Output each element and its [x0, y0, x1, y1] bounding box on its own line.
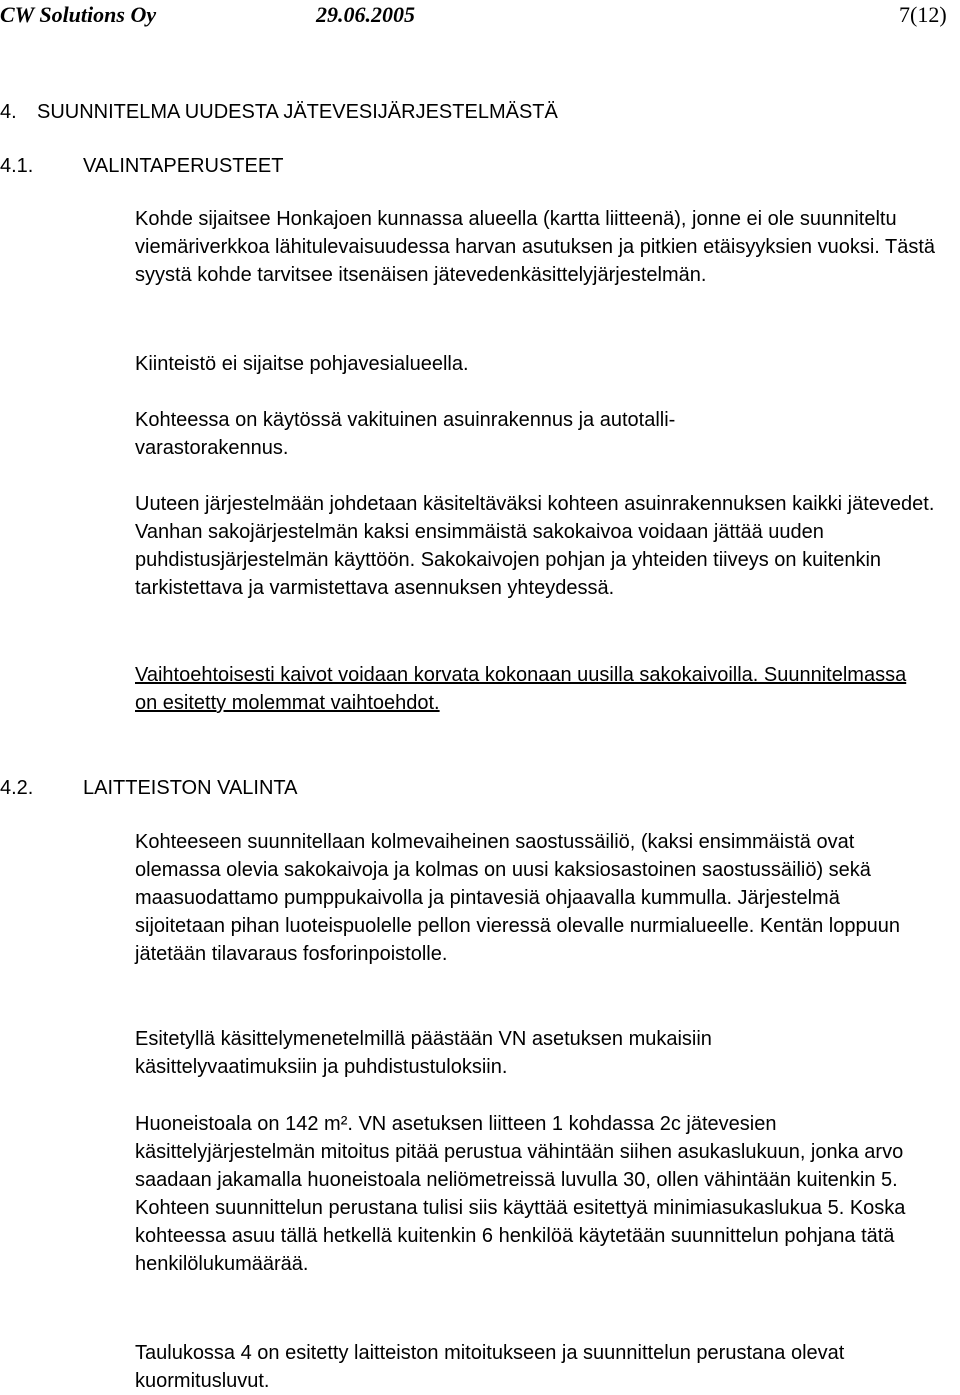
section-title: LAITTEISTON VALINTA	[83, 777, 298, 799]
section-number: 4.	[0, 101, 17, 123]
paragraph: Taulukossa 4 on esitetty laitteiston mitoitukseen ja suunnittelun perustana olevat kuormitusluvut.	[135, 1342, 845, 1392]
document-date: 29.06.2005	[316, 2, 415, 27]
paragraph: Kiinteistö ei sijaitse pohjavesialueella.	[135, 353, 469, 375]
page-header	[0, 2, 960, 28]
company-name: CW Solutions Oy	[0, 2, 157, 27]
paragraph: Kohde sijaitsee Honkajoen kunnassa alueella (kartta liitteenä), jonne ei ole suunniteltu viemäriverkkoa lähitulevaisuudessa harvan asutuksen ja pitkien etäisyyksien vuoksi. Tästä syystä kohde tarvitsee itsenäisen jätevedenkäsittelyjärjestelmän.	[135, 208, 936, 286]
paragraph: Uuteen järjestelmään johdetaan käsiteltäväksi kohteen asuinrakennuksen kaikki jätevedet. Vanhan sakojärjestelmän kaksi ensimmäistä sakokaivoa voidaan jättää uuden puhdistusjärjestelmän käyttöön. Sakokaivojen pohjan ja yhteiden tiiveys on kuitenkin tarkistettava ja varmistettava asennuksen yhteydessä.	[135, 493, 935, 599]
page-number: 7(12)	[899, 2, 947, 27]
underlined-paragraph: Vaihtoehtoisesti kaivot voidaan korvata kokonaan uusilla sakokaivoilla. Suunnitelmassa on esitetty molemmat vaihtoehdot.	[135, 664, 907, 714]
section-title: SUUNNITELMA UUDESTA JÄTEVESIJÄRJESTELMÄSTÄ	[37, 101, 558, 123]
paragraph: Esitetyllä käsittelymenetelmillä päästään VN asetuksen mukaisiin käsittelyvaatimuksiin ja puhdistustuloksiin.	[135, 1028, 712, 1078]
section-number: 4.2.	[0, 777, 34, 799]
paragraph: Huoneistoala on 142 m². VN asetuksen liitteen 1 kohdassa 2c jätevesien käsittelyjärjestelmän mitoitus pitää perustua vähintään siihen asukaslukuun, jonka arvo saadaan jakamalla huoneistoala neliömetreissä luvulla 30, ollen vähintään kuitenkin 5. Kohteen suunnittelun perustana tulisi siis käyttää esitettyä minimiasukaslukua 5. Koska kohteessa asuu tällä hetkellä kuitenkin 6 henkilöä käytetään suunnittelun pohjana tätä henkilölukumäärää.	[135, 1113, 906, 1275]
paragraph: Kohteeseen suunnitellaan kolmevaiheinen saostussäiliö, (kaksi ensimmäistä ovat olemassa olevia sakokaivoja ja kolmas on uusi kaksiosastoinen saostussäiliö) sekä maasuodattamo pumppukaivolla ja pintavesiä ohjaavalla kummulla. Järjestelmä sijoitetaan pihan luoteispuolelle pellon vieressä olevalle nurmialueelle. Kentän loppuun jätetään tilavaraus fosforinpoistolle.	[135, 831, 900, 965]
section-number: 4.1.	[0, 155, 34, 177]
section-title: VALINTAPERUSTEET	[83, 155, 284, 177]
paragraph: Kohteessa on käytössä vakituinen asuinrakennus ja autotalli-varastorakennus.	[135, 409, 676, 459]
